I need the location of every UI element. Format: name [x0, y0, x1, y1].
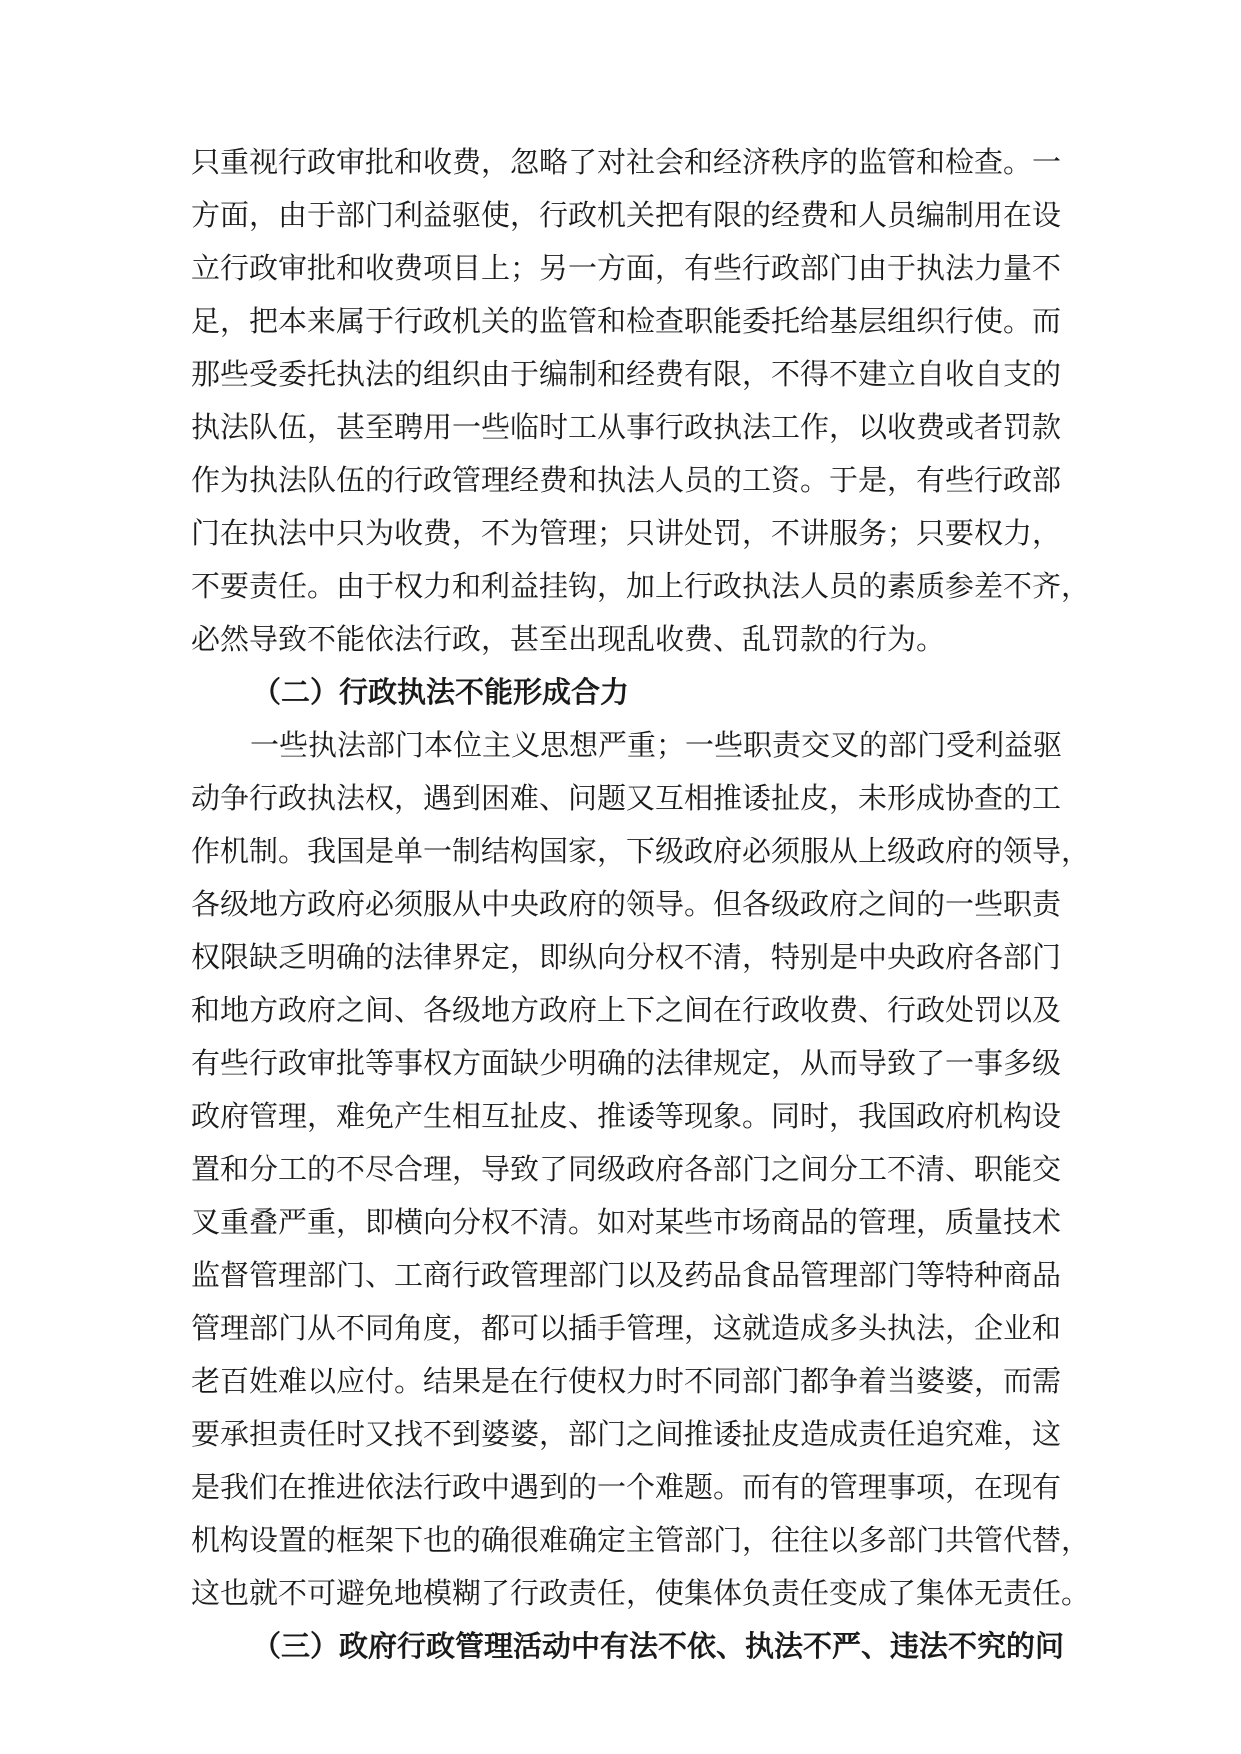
paragraph-line: 各级地方政府必须服从中央政府的领导。但各级政府之间的一些职责 [191, 887, 1062, 921]
paragraph-line: 管理部门从不同角度，都可以插手管理，这就造成多头执法，企业和 [191, 1311, 1062, 1345]
paragraph-line: 动争行政执法权，遇到困难、问题又互相推诿扯皮，未形成协查的工 [191, 781, 1062, 815]
paragraph-line: 这也就不可避免地模糊了行政责任，使集体负责任变成了集体无责任。 [191, 1576, 1091, 1610]
paragraph-line: 叉重叠严重，即横向分权不清。如对某些市场商品的管理，质量技术 [191, 1205, 1062, 1239]
paragraph-line: 只重视行政审批和收费，忽略了对社会和经济秩序的监管和检查。一 [191, 145, 1062, 179]
paragraph-line: 门在执法中只为收费，不为管理；只讲处罚，不讲服务；只要权力， [191, 516, 1062, 550]
paragraph-line: 有些行政审批等事权方面缺少明确的法律规定，从而导致了一事多级 [191, 1046, 1062, 1080]
section-heading: （三）政府行政管理活动中有法不依、执法不严、违法不究的问 [252, 1629, 1065, 1663]
paragraph-line: 置和分工的不尽合理，导致了同级政府各部门之间分工不清、职能交 [191, 1152, 1062, 1186]
paragraph-line: 权限缺乏明确的法律界定，即纵向分权不清，特别是中央政府各部门 [191, 940, 1062, 974]
paragraph-line: 政府管理，难免产生相互扯皮、推诿等现象。同时，我国政府机构设 [191, 1099, 1062, 1133]
paragraph-line: 是我们在推进依法行政中遇到的一个难题。而有的管理事项，在现有 [191, 1470, 1062, 1504]
paragraph-line: 机构设置的框架下也的确很难确定主管部门，往往以多部门共管代替， [191, 1523, 1091, 1557]
paragraph-line: 不要责任。由于权力和利益挂钩，加上行政执法人员的素质参差不齐， [191, 569, 1091, 603]
paragraph-line: 足，把本来属于行政机关的监管和检查职能委托给基层组织行使。而 [191, 304, 1062, 338]
paragraph-line: 作机制。我国是单一制结构国家，下级政府必须服从上级政府的领导， [191, 834, 1091, 868]
paragraph-line: 一些执法部门本位主义思想严重；一些职责交叉的部门受利益驱 [250, 728, 1063, 762]
section-heading: （二）行政执法不能形成合力 [252, 675, 630, 709]
paragraph-line: 作为执法队伍的行政管理经费和执法人员的工资。于是，有些行政部 [191, 463, 1062, 497]
paragraph-line: 监督管理部门、工商行政管理部门以及药品食品管理部门等特种商品 [191, 1258, 1062, 1292]
paragraph-line: 老百姓难以应付。结果是在行使权力时不同部门都争着当婆婆，而需 [191, 1364, 1062, 1398]
paragraph-line: 必然导致不能依法行政，甚至出现乱收费、乱罚款的行为。 [191, 622, 946, 656]
paragraph-line: 和地方政府之间、各级地方政府上下之间在行政收费、行政处罚以及 [191, 993, 1062, 1027]
paragraph-line: 要承担责任时又找不到婆婆，部门之间推诿扯皮造成责任追究难，这 [191, 1417, 1062, 1451]
paragraph-line: 那些受委托执法的组织由于编制和经费有限，不得不建立自收自支的 [191, 357, 1062, 391]
paragraph-line: 方面，由于部门利益驱使，行政机关把有限的经费和人员编制用在设 [191, 198, 1062, 232]
paragraph-line: 立行政审批和收费项目上；另一方面，有些行政部门由于执法力量不 [191, 251, 1062, 285]
paragraph-line: 执法队伍，甚至聘用一些临时工从事行政执法工作，以收费或者罚款 [191, 410, 1062, 444]
